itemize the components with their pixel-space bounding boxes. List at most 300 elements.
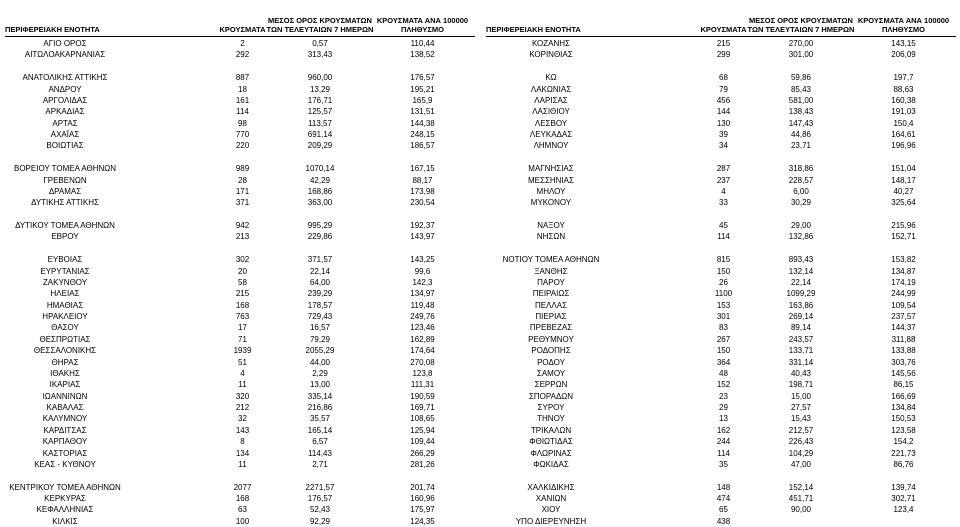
- cases-cell: 45: [719, 221, 728, 230]
- region-name-cell: ΞΑΝΘΗΣ: [534, 266, 568, 276]
- row-spacer: [5, 209, 475, 220]
- avg7-cell: 104,29: [788, 448, 814, 458]
- avg7-cell: 176,71: [307, 95, 333, 105]
- per100k-cell: 109,44: [410, 437, 435, 447]
- avg7-cell: 1099,29: [786, 289, 816, 299]
- row-spacer: [5, 243, 475, 254]
- avg7-cell: 301,00: [788, 50, 814, 60]
- avg7-cell: 269,14: [788, 312, 814, 321]
- avg7-cell: 163,86: [788, 300, 814, 310]
- per100k-cell: 325,64: [891, 198, 916, 208]
- region-name-cell: ΚΕΑΣ - ΚΥΘΝΟΥ: [34, 459, 96, 469]
- cases-cell: 4: [240, 368, 245, 378]
- table-row: [486, 49, 956, 60]
- per100k-cell: 186,57: [410, 141, 435, 151]
- avg7-cell: 995,29: [307, 221, 333, 230]
- avg7-cell: 270,00: [788, 39, 814, 48]
- right-table-body: [486, 38, 956, 527]
- per100k-cell: 40,27: [893, 186, 914, 196]
- cases-cell: 267: [716, 334, 731, 344]
- cases-cell: 114: [717, 232, 730, 242]
- cases-cell: 171: [235, 186, 250, 196]
- table-row: [486, 288, 956, 299]
- left-table-header: [5, 12, 475, 37]
- cases-cell: 114: [717, 448, 730, 458]
- per100k-cell: 166,69: [891, 391, 916, 401]
- region-name-cell: ΙΘΑΚΗΣ: [50, 368, 80, 378]
- table-row: [486, 448, 956, 459]
- avg7-cell: 15,00: [790, 391, 812, 401]
- region-name-cell: ΘΕΣΠΡΩΤΙΑΣ: [39, 334, 91, 344]
- cases-cell: 4: [721, 186, 726, 196]
- table-row: [486, 129, 956, 140]
- region-name-cell: ΜΗΛΟΥ: [536, 186, 566, 196]
- region-name-cell: ΖΑΚΥΝΘΟΥ: [42, 277, 88, 287]
- per100k-cell: 173,98: [410, 186, 435, 196]
- per100k-cell: 151,04: [891, 164, 916, 174]
- table-row: [5, 459, 475, 470]
- per100k-cell: 237,57: [891, 312, 916, 321]
- table-row: [5, 49, 475, 60]
- avg7-cell: 35,57: [309, 414, 331, 424]
- per100k-cell: 303,76: [891, 357, 916, 367]
- region-name-cell: ΣΕΡΡΩΝ: [534, 380, 568, 390]
- avg7-cell: 15,43: [790, 414, 812, 424]
- cases-cell: 456: [716, 95, 731, 105]
- avg7-cell: 228,57: [788, 175, 814, 185]
- table-row: [486, 266, 956, 277]
- cases-cell: 35: [719, 459, 728, 469]
- avg7-cell: 318,86: [788, 164, 814, 174]
- per100k-cell: 99,6: [414, 266, 431, 276]
- table-row: [5, 482, 475, 493]
- region-name-cell: ΓΡΕΒΕΝΩΝ: [43, 175, 87, 185]
- avg7-cell: 226,43: [788, 437, 814, 447]
- cases-cell: 144: [716, 107, 731, 117]
- table-row: [486, 186, 956, 197]
- avg7-cell: 147,43: [788, 118, 814, 128]
- table-row: [486, 334, 956, 345]
- table-row: [486, 118, 956, 129]
- per100k-cell: 153,82: [891, 255, 916, 265]
- avg7-cell: 30,29: [790, 198, 812, 208]
- table-row: [5, 391, 475, 402]
- row-spacer: [486, 209, 956, 220]
- avg7-cell: 132,86: [788, 232, 814, 242]
- table-row: [5, 300, 475, 311]
- avg7-cell: 198,71: [788, 380, 814, 390]
- per100k-cell: 119,48: [410, 300, 435, 310]
- avg7-cell: 729,43: [307, 312, 333, 321]
- cases-cell: 2077: [233, 482, 252, 492]
- region-name-cell: ΔΥΤΙΚΗΣ ΑΤΤΙΚΗΣ: [31, 198, 99, 208]
- cases-cell: 79: [719, 84, 728, 94]
- table-row: [486, 197, 956, 208]
- avg7-cell: 313,43: [307, 50, 333, 60]
- region-name-cell: ΚΩ: [545, 73, 557, 83]
- region-name-cell: ΠΕΙΡΑΙΩΣ: [532, 289, 570, 299]
- region-name-cell: ΦΛΩΡΙΝΑΣ: [530, 448, 572, 458]
- table-row: [5, 277, 475, 288]
- table-row: [5, 436, 475, 447]
- cases-cell: 65: [719, 505, 728, 515]
- table-row: [5, 425, 475, 436]
- table-row: [486, 95, 956, 106]
- avg7-cell: 152,14: [788, 482, 814, 492]
- per100k-cell: 154,2: [893, 437, 914, 447]
- table-row: [5, 231, 475, 242]
- avg7-cell: 44,86: [790, 130, 812, 139]
- per100k-cell: 88,63: [893, 84, 914, 94]
- cases-cell: 302: [235, 255, 250, 265]
- per100k-cell: 150,53: [891, 414, 916, 424]
- region-name-cell: ΚΑΛΥΜΝΟΥ: [42, 414, 88, 424]
- region-name-cell: ΚΑΡΠΑΘΟΥ: [42, 437, 88, 447]
- table-row: [5, 448, 475, 459]
- cases-cell: 48: [719, 368, 728, 378]
- cases-cell: 98: [238, 118, 247, 128]
- region-name-cell: ΤΗΝΟΥ: [537, 414, 565, 424]
- region-name-cell: ΒΟΙΩΤΙΑΣ: [46, 141, 84, 151]
- table-row: [5, 220, 475, 231]
- header-region: ΠΕΡΙΦΕΡΕΙΑΚΗ ΕΝΟΤΗΤΑ: [486, 25, 581, 34]
- row-spacer: [486, 243, 956, 254]
- cases-cell: 153: [716, 300, 731, 310]
- region-name-cell: ΝΑΞΟΥ: [537, 221, 565, 230]
- left-table-body: [5, 38, 475, 527]
- region-name-cell: ΛΑΡΙΣΑΣ: [534, 95, 568, 105]
- avg7-cell: 239,29: [307, 289, 333, 299]
- per100k-cell: 134,87: [891, 266, 916, 276]
- region-name-cell: ΕΥΡΥΤΑΝΙΑΣ: [40, 266, 90, 276]
- per100k-cell: 123,58: [891, 425, 916, 435]
- per100k-cell: 169,71: [410, 403, 435, 412]
- per100k-cell: 175,97: [410, 505, 435, 515]
- avg7-cell: 79,29: [309, 334, 331, 344]
- region-name-cell: ΥΠΟ ΔΙΕΡΕΥΝΗΣΗ: [515, 516, 587, 526]
- per100k-cell: 109,54: [891, 300, 916, 310]
- table-row: [486, 38, 956, 49]
- region-name-cell: ΝΟΤΙΟΥ ΤΟΜΕΑ ΑΘΗΝΩΝ: [502, 255, 600, 265]
- cases-cell: 770: [235, 130, 250, 139]
- region-name-cell: ΑΝΔΡΟΥ: [48, 84, 82, 94]
- table-row: [5, 402, 475, 413]
- region-name-cell: ΠΑΡΟΥ: [537, 277, 565, 287]
- table-row: [486, 345, 956, 356]
- per100k-cell: 195,21: [410, 84, 435, 94]
- table-row: [5, 322, 475, 333]
- table-row: [486, 84, 956, 95]
- avg7-cell: 22,14: [790, 277, 812, 287]
- table-row: [5, 266, 475, 277]
- avg7-cell: 59,86: [790, 73, 812, 83]
- avg7-cell: 581,00: [788, 95, 814, 105]
- region-name-cell: ΗΛΕΙΑΣ: [50, 289, 80, 299]
- per100k-cell: 192,37: [410, 221, 435, 230]
- table-row: [486, 493, 956, 504]
- table-row: [486, 175, 956, 186]
- table-row: [5, 368, 475, 379]
- per100k-cell: 160,38: [891, 95, 916, 105]
- table-row: [486, 311, 956, 322]
- header-per100k: ΚΡΟΥΣΜΑΤΑ ΑΝΑ 100000 ΠΛΗΘΥΣΜΟ: [376, 16, 469, 34]
- avg7-cell: 13,00: [309, 380, 331, 390]
- cases-cell: 11: [238, 380, 247, 390]
- cases-cell: 26: [719, 277, 728, 287]
- per100k-cell: 302,71: [891, 494, 916, 503]
- avg7-cell: 2055,29: [305, 346, 335, 356]
- table-row: [486, 231, 956, 242]
- table-row: [486, 357, 956, 368]
- cases-cell: 134: [235, 448, 250, 458]
- cases-cell: 130: [716, 118, 731, 128]
- table-row: [486, 368, 956, 379]
- avg7-cell: 363,00: [307, 198, 333, 208]
- region-name-cell: ΡΟΔΟΥ: [537, 357, 565, 367]
- cases-cell: 364: [716, 357, 731, 367]
- avg7-cell: 2,29: [312, 368, 328, 378]
- avg7-cell: 6,57: [312, 437, 328, 447]
- cases-cell: 213: [235, 232, 250, 242]
- table-row: [486, 379, 956, 390]
- per100k-cell: 174,64: [410, 346, 435, 356]
- cases-cell: 28: [238, 175, 247, 185]
- region-name-cell: ΡΕΘΥΜΝΟΥ: [528, 334, 574, 344]
- per100k-cell: 86,76: [893, 459, 914, 469]
- per100k-cell: 270,08: [410, 357, 435, 367]
- cases-cell: 942: [235, 221, 250, 230]
- region-name-cell: ΚΟΖΑΝΗΣ: [531, 39, 571, 48]
- per100k-cell: 142,3: [412, 277, 433, 287]
- per100k-cell: 160,96: [410, 494, 435, 503]
- region-name-cell: ΣΠΟΡΑΔΩΝ: [528, 391, 574, 401]
- cases-cell: 32: [238, 414, 247, 424]
- per100k-cell: 134,84: [891, 403, 916, 412]
- cases-cell: 18: [238, 84, 247, 94]
- region-name-cell: ΘΗΡΑΣ: [51, 357, 79, 367]
- header-cases: ΚΡΟΥΣΜΑΤΑ: [700, 25, 747, 34]
- per100k-cell: 244,99: [891, 289, 916, 299]
- cases-cell: 371: [235, 198, 250, 208]
- header-avg7: ΜΕΣΟΣ ΟΡΟΣ ΚΡΟΥΣΜΑΤΩΝ ΤΩΝ ΤΕΛΕΥΤΑΙΩΝ 7 ΗΜΕΡΩΝ: [266, 16, 374, 34]
- table-row: [5, 95, 475, 106]
- table-row: [5, 516, 475, 527]
- avg7-cell: 138,43: [788, 107, 814, 117]
- region-name-cell: ΚΕΦΑΛΛΗΝΙΑΣ: [36, 505, 94, 515]
- avg7-cell: 178,57: [307, 300, 333, 310]
- region-name-cell: ΝΗΣΩΝ: [536, 232, 566, 242]
- table-row: [486, 277, 956, 288]
- region-name-cell: ΧΑΛΚΙΔΙΚΗΣ: [527, 482, 575, 492]
- region-name-cell: ΗΜΑΘΙΑΣ: [46, 300, 84, 310]
- cases-cell: 1939: [233, 346, 252, 356]
- table-row: [486, 413, 956, 424]
- per100k-cell: 139,74: [891, 482, 916, 492]
- region-name-cell: ΣΑΜΟΥ: [536, 368, 566, 378]
- cases-cell: 150: [716, 346, 731, 356]
- row-spacer: [5, 152, 475, 163]
- cases-cell: 63: [238, 505, 247, 515]
- table-row: [486, 254, 956, 265]
- per100k-cell: 124,35: [410, 516, 435, 526]
- per100k-cell: 191,03: [891, 107, 916, 117]
- avg7-cell: 212,57: [788, 425, 814, 435]
- cases-cell: 2: [240, 39, 245, 48]
- table-row: [5, 72, 475, 83]
- per100k-cell: 164,61: [891, 130, 916, 139]
- region-name-cell: ΜΥΚΟΝΟΥ: [530, 198, 572, 208]
- cases-cell: 438: [716, 516, 731, 526]
- avg7-cell: 13,29: [309, 84, 331, 94]
- per100k-cell: 206,09: [891, 50, 916, 60]
- cases-cell: 161: [235, 95, 250, 105]
- cases-cell: 13: [719, 414, 728, 424]
- per100k-cell: 152,71: [891, 232, 916, 242]
- avg7-cell: 132,14: [788, 266, 814, 276]
- region-name-cell: ΚΑΣΤΟΡΙΑΣ: [42, 448, 88, 458]
- region-name-cell: ΠΙΕΡΙΑΣ: [535, 312, 567, 321]
- row-spacer: [5, 470, 475, 481]
- cases-cell: 244: [716, 437, 731, 447]
- per100k-cell: 215,96: [891, 221, 916, 230]
- table-row: [486, 402, 956, 413]
- cases-cell: 887: [235, 73, 250, 83]
- per100k-cell: 197,7: [893, 73, 914, 83]
- avg7-cell: 691,14: [307, 130, 333, 139]
- table-row: [5, 106, 475, 117]
- per100k-cell: 190,59: [410, 391, 435, 401]
- avg7-cell: 22,14: [309, 266, 331, 276]
- cases-cell: 989: [235, 164, 250, 174]
- cases-cell: 301: [716, 312, 731, 321]
- table-row: [486, 516, 956, 527]
- region-name-cell: ΣΥΡΟΥ: [537, 403, 565, 412]
- avg7-cell: 23,71: [790, 141, 812, 151]
- avg7-cell: 893,43: [788, 255, 814, 265]
- region-name-cell: ΕΥΒΟΙΑΣ: [47, 255, 83, 265]
- region-name-cell: ΑΡΤΑΣ: [52, 118, 78, 128]
- region-name-cell: ΜΑΓΝΗΣΙΑΣ: [528, 164, 574, 174]
- avg7-cell: 451,71: [788, 494, 814, 503]
- per100k-cell: 162,89: [410, 334, 435, 344]
- cases-cell: 58: [238, 277, 247, 287]
- table-row: [486, 220, 956, 231]
- cases-cell: 71: [238, 334, 247, 344]
- header-region: ΠΕΡΙΦΕΡΕΙΑΚΗ ΕΝΟΤΗΤΑ: [5, 25, 100, 34]
- avg7-cell: 113,57: [308, 118, 332, 128]
- cases-cell: 51: [238, 357, 247, 367]
- cases-cell: 17: [238, 323, 247, 333]
- per100k-cell: 230,54: [410, 198, 435, 208]
- cases-cell: 292: [235, 50, 250, 60]
- cases-cell: 299: [716, 50, 731, 60]
- cases-cell: 287: [716, 164, 731, 174]
- region-name-cell: ΚΕΝΤΡΙΚΟΥ ΤΟΜΕΑ ΑΘΗΝΩΝ: [9, 482, 121, 492]
- avg7-cell: 16,57: [309, 323, 331, 333]
- avg7-cell: 168,86: [307, 186, 333, 196]
- cases-cell: 1100: [714, 289, 733, 299]
- avg7-cell: 6,00: [793, 186, 809, 196]
- table-row: [486, 425, 956, 436]
- region-name-cell: ΛΕΣΒΟΥ: [534, 118, 568, 128]
- per100k-cell: 144,38: [410, 118, 435, 128]
- avg7-cell: 165,14: [307, 425, 333, 435]
- table-row: [5, 311, 475, 322]
- per100k-cell: 266,29: [410, 448, 435, 458]
- table-row: [486, 322, 956, 333]
- region-name-cell: ΑΡΓΟΛΙΔΑΣ: [42, 95, 88, 105]
- table-row: [5, 334, 475, 345]
- per100k-cell: 144,37: [891, 323, 916, 333]
- region-name-cell: ΛΑΣΙΘΙΟΥ: [532, 107, 570, 117]
- row-spacer: [5, 61, 475, 72]
- per100k-cell: 167,15: [410, 164, 435, 174]
- avg7-cell: 133,71: [788, 346, 814, 356]
- per100k-cell: 201,74: [410, 482, 435, 492]
- avg7-cell: 40,43: [790, 368, 812, 378]
- table-row: [486, 482, 956, 493]
- per100k-cell: 108,65: [410, 414, 435, 424]
- region-name-cell: ΘΑΣΟΥ: [51, 323, 79, 333]
- region-name-cell: ΑΡΚΑΔΙΑΣ: [45, 107, 85, 117]
- per100k-cell: 249,76: [410, 312, 435, 321]
- cases-cell: 34: [719, 141, 728, 151]
- table-row: [5, 493, 475, 504]
- table-row: [5, 504, 475, 515]
- region-name-cell: ΚΑΒΑΛΑΣ: [46, 403, 84, 412]
- table-row: [486, 106, 956, 117]
- header-per100k: ΚΡΟΥΣΜΑΤΑ ΑΝΑ 100000 ΠΛΗΘΥΣΜΟ: [857, 16, 950, 34]
- table-row: [5, 197, 475, 208]
- cases-cell: 11: [238, 459, 247, 469]
- cases-cell: 162: [716, 425, 731, 435]
- cases-cell: 763: [235, 312, 250, 321]
- per100k-cell: 134,97: [410, 289, 435, 299]
- per100k-cell: 131,51: [410, 107, 435, 117]
- avg7-cell: 90,00: [790, 505, 812, 515]
- region-name-cell: ΕΒΡΟΥ: [51, 232, 79, 242]
- region-name-cell: ΑΙΤΩΛΟΑΚΑΡΝΑΝΙΑΣ: [24, 50, 106, 60]
- avg7-cell: 216,86: [307, 403, 333, 412]
- region-name-cell: ΤΡΙΚΑΛΩΝ: [530, 425, 572, 435]
- table-row: [486, 72, 956, 83]
- table-row: [486, 163, 956, 174]
- cases-cell: 68: [719, 73, 728, 83]
- table-row: [5, 413, 475, 424]
- row-spacer: [486, 61, 956, 72]
- per100k-cell: 150,4: [893, 118, 914, 128]
- per100k-cell: 133,88: [891, 346, 916, 356]
- cases-cell: 39: [719, 130, 728, 139]
- per100k-cell: 143,15: [891, 39, 916, 48]
- region-name-cell: ΚΟΡΙΝΘΙΑΣ: [529, 50, 573, 60]
- cases-cell: 148: [716, 482, 731, 492]
- table-row: [5, 288, 475, 299]
- table-row: [5, 175, 475, 186]
- per100k-cell: 111,31: [410, 380, 435, 390]
- cases-cell: 8: [240, 437, 245, 447]
- table-row: [5, 129, 475, 140]
- avg7-cell: 27,57: [790, 403, 812, 412]
- per100k-cell: 123,4: [893, 505, 914, 515]
- region-name-cell: ΦΘΙΩΤΙΔΑΣ: [529, 437, 573, 447]
- per100k-cell: 221,73: [891, 448, 916, 458]
- cases-cell: 152: [716, 380, 731, 390]
- per100k-cell: 174,19: [891, 277, 916, 287]
- avg7-cell: 229,86: [307, 232, 333, 242]
- region-name-cell: ΑΝΑΤΟΛΙΚΗΣ ΑΤΤΙΚΗΣ: [22, 73, 108, 83]
- avg7-cell: 371,57: [307, 255, 333, 265]
